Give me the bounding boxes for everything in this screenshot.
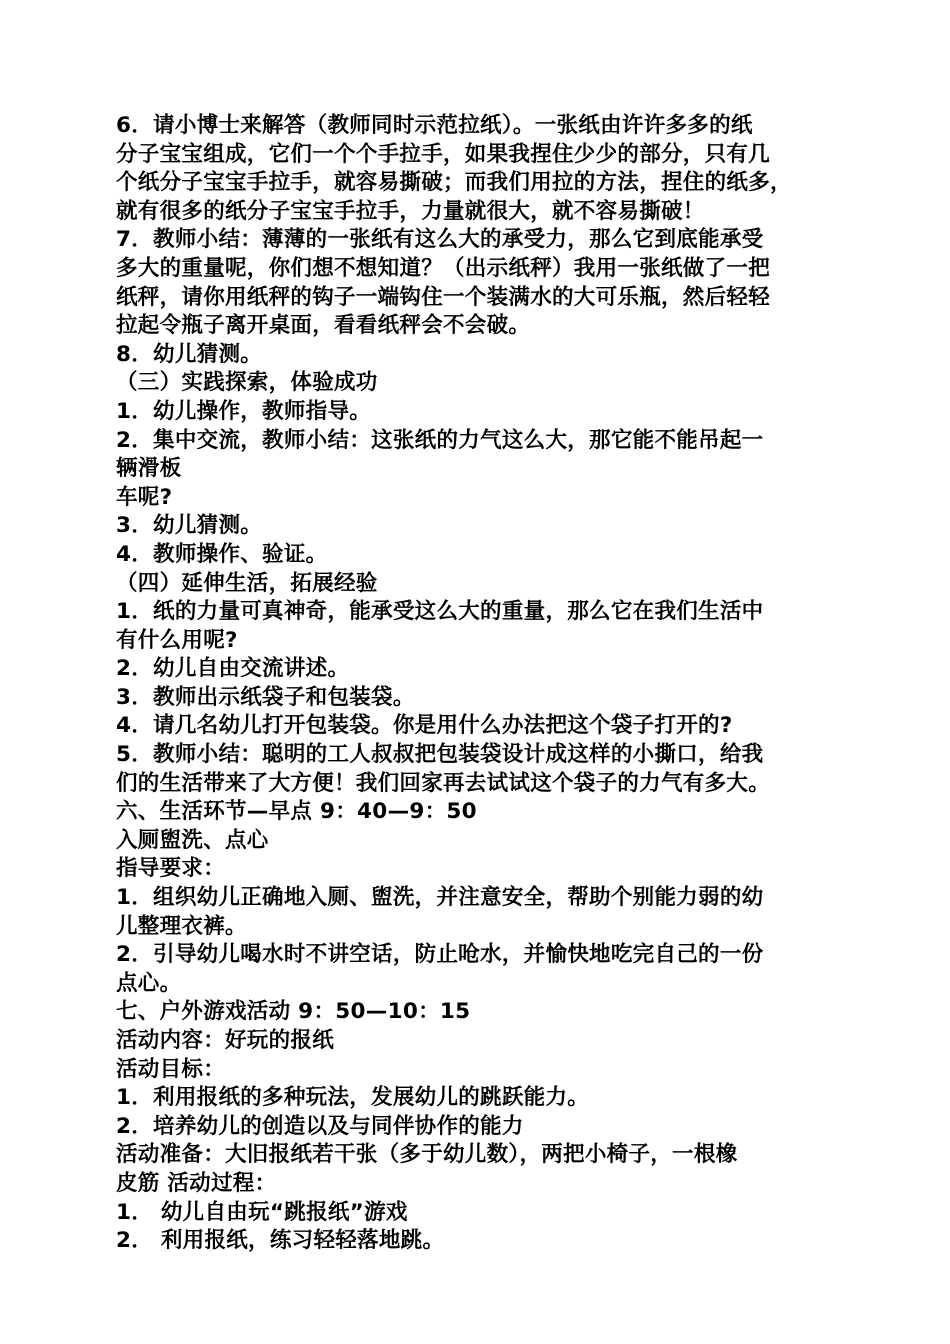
text-line: 4．教师操作、验证。 [116,541,328,567]
text-line: 分子宝宝组成，它们一个个手拉手，如果我捏住少少的部分，只有几 [116,141,771,167]
text-line: 3．幼儿猜测。 [116,513,263,539]
text-line: 多大的重量呢，你们想不想知道？（出示纸秤）我用一张纸做了一把 [116,255,771,281]
text-line: 6．请小博士来解答（教师同时示范拉纸）。一张纸由许许多多的纸 [116,113,753,138]
text-line: 拉起令瓶子离开桌面，看看纸秤会不会破。 [116,313,531,339]
text-line: 指导要求： [116,856,226,882]
text-line: 儿整理衣裤。 [116,913,247,939]
text-line: 5．教师小结：聪明的工人叔叔把包装袋设计成这样的小撕口，给我 [116,742,764,768]
text-line: 入厕盥洗、点心 [116,827,269,853]
text-line: 1．利用报纸的多种玩法，发展幼儿的跳跃能力。 [116,1085,590,1111]
text-line: 车呢? [116,484,173,510]
text-line: 8．幼儿猜测。 [116,341,263,367]
text-line: 六、生活环节—早点 9：40—9：50 [116,799,477,825]
text-line: 2．集中交流，教师小结：这张纸的力气这么大，那它能不能吊起一 [116,427,764,453]
text-line: 2．引导幼儿喝水时不讲空话，防止呛水，并愉快地吃完自己的一份 [116,942,764,968]
text-line: 3．教师出示纸袋子和包装袋。 [116,684,415,710]
document-body [116,112,846,1256]
text-line: 1．组织幼儿正确地入厕、盥洗，并注意安全，帮助个别能力弱的幼 [116,885,764,911]
text-line: 有什么用呢? [116,627,238,653]
text-line: 2．培养幼儿的创造以及与同伴协作的能力 [116,1113,524,1139]
text-line: 1．纸的力量可真神奇，能承受这么大的重量，那么它在我们生活中 [116,599,764,625]
text-line: 活动内容：好玩的报纸 [116,1028,335,1053]
text-line: 1．幼儿操作，教师指导。 [116,398,372,424]
text-line: 就有很多的纸分子宝宝手拉手，力量就很大，就不容易撕破！ [116,198,705,224]
text-line: 辆滑板 [116,456,182,482]
text-line: 7．教师小结：薄薄的一张纸有这么大的承受力，那么它到底能承受 [116,227,764,253]
text-line: 纸秤，请你用纸秤的钩子一端钩住一个装满水的大可乐瓶，然后轻轻 [116,284,771,310]
text-line: 活动目标： [116,1056,226,1082]
text-line: 们的生活带来了大方便！我们回家再去试试这个袋子的力气有多大。 [116,770,771,796]
text-line: 1． 幼儿自由玩“跳报纸”游戏 [116,1199,408,1225]
text-line: （四）延伸生活，拓展经验 [116,570,378,596]
text-line: （三）实践探索，体验成功 [116,370,378,396]
text-line: 个纸分子宝宝手拉手，就容易撕破；而我们用拉的方法，捏住的纸多， [116,170,792,196]
text-line: 七、户外游戏活动 9：50—10：15 [116,999,471,1025]
text-line: 2．幼儿自由交流讲述。 [116,656,350,682]
text-line: 2． 利用报纸，练习轻轻落地跳。 [116,1228,445,1254]
text-line: 皮筋 活动过程： [116,1170,277,1196]
text-line: 活动准备：大旧报纸若干张（多于幼儿数），两把小椅子，一根橡 [116,1142,738,1168]
text-line: 4．请几名幼儿打开包装袋。你是用什么办法把这个袋子打开的? [116,713,733,739]
text-line: 点心。 [116,970,182,996]
